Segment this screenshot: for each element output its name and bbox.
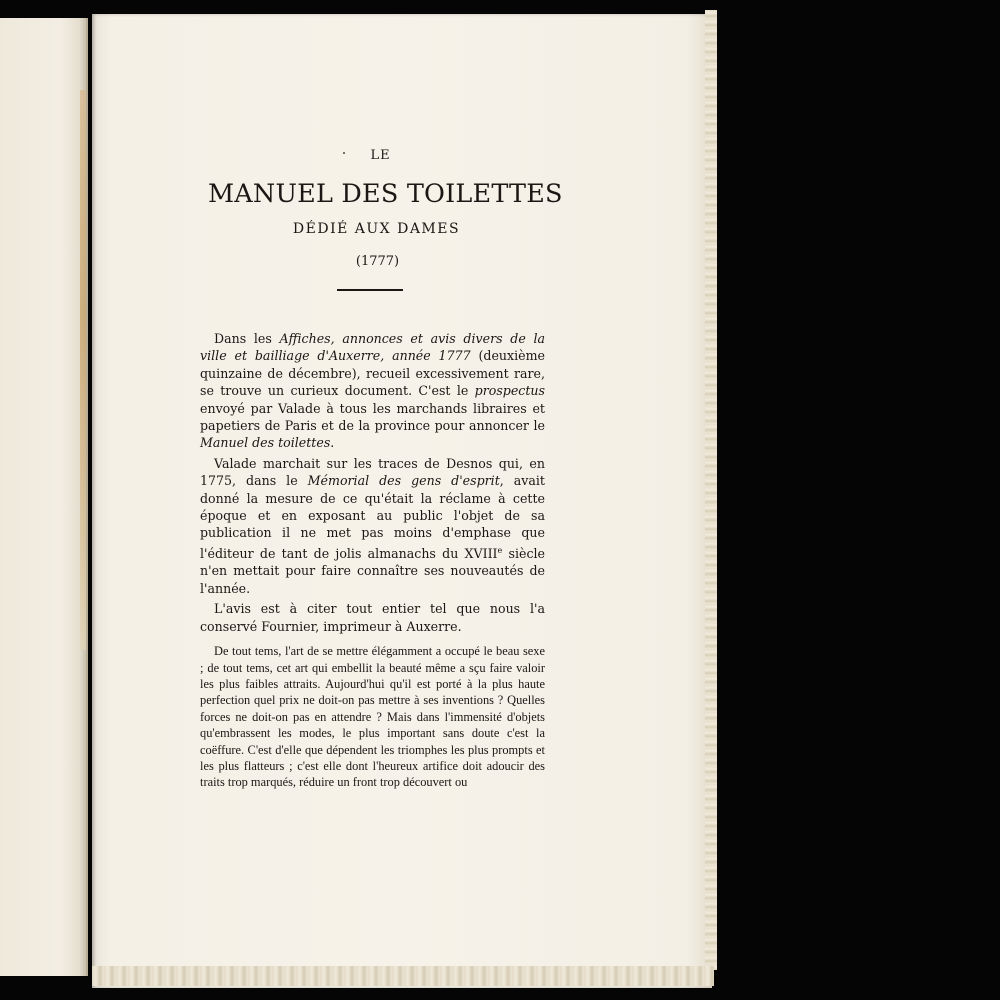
italic-title: Affiches, annonces et avis divers de la ville et bailliage d'Auxerre, année 1777 xyxy=(200,331,545,364)
right-page-deckle-edge xyxy=(705,10,717,970)
text-run: L'avis est à citer tout entier tel que nous l'a conservé Fournier, imprimeur à Auxerre. xyxy=(200,601,545,634)
publication-year: (1777) xyxy=(355,254,400,269)
text-run: Valade marchait sur les traces de Desnos qui, en 1775, dans le xyxy=(200,455,545,489)
bottom-deckle-edge xyxy=(92,966,714,986)
left-page-edge xyxy=(80,90,86,650)
title-article: LE xyxy=(370,148,391,163)
text-run: envoyé par Valade à tous les marchands libraires et papetiers de Paris et de la province pour annoncer le xyxy=(200,400,545,434)
text-run: Dans les xyxy=(214,331,280,346)
page-title: MANUEL DES TOILETTES xyxy=(208,179,563,209)
text-run: siècle n'en mettait pour faire connaître ses nouveautés de l'année. xyxy=(200,546,546,596)
text-run: . xyxy=(330,435,335,451)
paragraph xyxy=(200,455,545,597)
italic-title: prospectus xyxy=(474,383,545,399)
quoted-notice: De tout tems, l'art de se mettre élégamment a occupé le beau sexe ; de tout tems, cet art qui embellit la beauté même a sçu faire valoir les plus faibles attraits. Aujourd'hui qu'il est porté à la plus haute perfection quel prix ne doit-on pas mettre à ses inventions ? Quelles forces ne doit-on pas en attendre ? Mais dans l'immensité d'objets qu'embrassent les modes, le plus important sans doute c'est la coëffure. C'est d'elle que dépendent les triomphes les plus prompts et les plus flatteurs ; c'est elle dont l'heureux artifice doit adoucir des traits trop marqués, réduire un front trop découvert ou xyxy=(200,644,545,790)
text-run: (deuxième quinzaine de décembre), recueil excessivement rare, se trouve un curieux document. C'est le xyxy=(200,348,545,399)
paragraph xyxy=(200,600,545,635)
paragraph xyxy=(200,330,545,452)
italic-title: Manuel des toilettes xyxy=(200,435,331,451)
superscript: e xyxy=(497,545,503,555)
title-rule xyxy=(337,289,403,291)
body-text xyxy=(200,330,545,635)
text-run: , avait donné la mesure de ce qu'était la réclame à cette époque et en exposant au public l'objet de sa publication il ne met pas moins d'emphase que l'éditeur de tant de jolis almanachs du XVIII xyxy=(200,473,545,562)
left-page xyxy=(0,18,88,976)
italic-title: Mémorial des gens d'esprit xyxy=(307,473,500,489)
page-subtitle: DÉDIÉ AUX DAMES xyxy=(292,221,461,237)
page-text xyxy=(200,140,563,803)
